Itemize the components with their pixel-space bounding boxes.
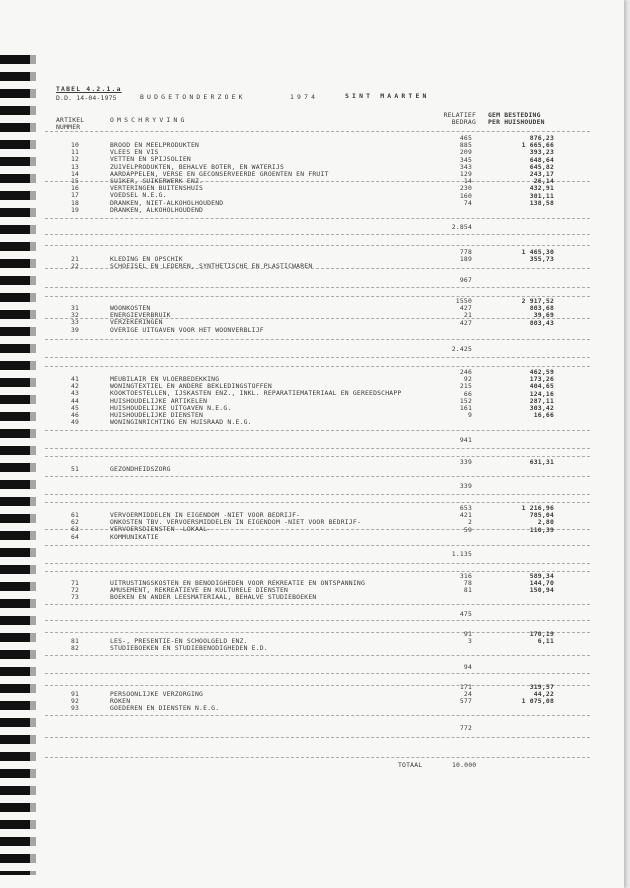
gem-besteding: 2,80	[537, 518, 554, 527]
omschrijving: HUISHOUDELIJKE UITGAVEN N.E.G.	[110, 403, 232, 412]
dashed-rule	[45, 339, 590, 340]
relatief-bedrag: 81	[463, 586, 472, 595]
group-subtotal: 967	[459, 276, 472, 284]
survey-title: BUDGETONDERZOEK	[140, 93, 246, 101]
artikel-nummer: 11	[70, 148, 80, 157]
gem-besteding: 462,59	[529, 368, 554, 376]
group-subtotal: 1.135	[451, 550, 472, 558]
relatief-bedrag: 66	[463, 389, 472, 398]
artikel-nummer: 45	[70, 403, 80, 412]
relatief-bedrag: 316	[459, 572, 472, 580]
artikel-nummer: 42	[70, 382, 80, 391]
artikel-nummer: 63	[70, 525, 80, 534]
group-subtotal: 94	[463, 663, 472, 671]
dashed-rule	[45, 737, 590, 738]
gem-besteding: 645,82	[529, 162, 554, 171]
artikel-nummer: 82	[70, 644, 80, 653]
gem-besteding: 144,70	[529, 579, 554, 588]
omschrijving: VERVOERSDIENSTEN -LOKAAL-	[110, 525, 212, 534]
artikel-nummer: 33	[70, 318, 80, 327]
artikel-nummer: 64	[70, 532, 80, 541]
omschrijving: SCHOEISEL EN LEDEREN, SYNTHETISCHE EN PLASTICWAREN	[110, 262, 313, 271]
omschrijving: VLEES EN VIS	[110, 148, 159, 157]
relatief-bedrag: 91	[463, 630, 472, 638]
omschrijving: ENERGIEVERBRUIK	[110, 311, 171, 320]
omschrijving: ZUIVELPRODUKTEN, BEHALVE BOTER, EN WATERIJS	[110, 162, 285, 171]
relatief-bedrag: 1550	[455, 297, 472, 305]
omschrijving: WONINGTEXTIEL EN ANDERE BEKLEDINGSTOFFEN	[110, 382, 272, 391]
col-gem-besteding: GEM BESTEDING	[488, 111, 541, 119]
artikel-nummer: 16	[70, 184, 80, 193]
artikel-nummer: 91	[70, 690, 80, 698]
relatief-bedrag: 161	[459, 404, 472, 412]
dashed-rule	[45, 502, 590, 503]
dashed-rule	[45, 545, 590, 546]
artikel-nummer: 81	[70, 637, 80, 645]
total-label: TOTAAL	[398, 761, 423, 769]
artikel-nummer: 32	[70, 311, 80, 320]
artikel-nummer: 22	[70, 262, 80, 271]
omschrijving: VOEDSEL N.E.G.	[110, 191, 167, 200]
relatief-bedrag: 129	[459, 170, 472, 178]
relatief-bedrag: 189	[459, 255, 472, 264]
omschrijving: WONINGINRICHTING EN HUISRAAD N.E.G.	[110, 418, 252, 427]
gem-besteding: 589,34	[529, 572, 554, 580]
gem-besteding: 138,58	[529, 198, 554, 207]
artikel-nummer: 43	[70, 389, 80, 398]
col-per-huishouden: PER HUISHOUDEN	[488, 118, 545, 126]
dashed-rule	[45, 448, 590, 449]
omschrijving: ROKEN	[110, 697, 131, 706]
relatief-bedrag: 246	[459, 368, 472, 376]
dashed-rule	[45, 366, 590, 367]
dashed-rule	[45, 655, 590, 656]
gem-besteding: 319,57	[529, 683, 554, 691]
col-relatief: RELATIEF	[443, 111, 476, 119]
omschrijving: LES-, PRESENTIE-EN SCHOOLGELD ENZ.	[110, 637, 248, 645]
dashed-rule	[45, 563, 590, 564]
omschrijving: AARDAPPELEN, VERSE EN GECONSERVEERDE GROENTEN EN FRUIT	[110, 169, 329, 178]
group-subtotal: 2.854	[451, 223, 472, 231]
relatief-bedrag: 78	[463, 579, 472, 588]
survey-year: 1974	[290, 93, 319, 101]
omschrijving: KOMMUNIKATIE	[110, 532, 159, 541]
gem-besteding: 393,23	[529, 148, 554, 157]
artikel-nummer: 73	[70, 593, 80, 602]
relatief-bedrag: 160	[459, 191, 472, 200]
omschrijving: KLEDING EN OPSCHIK	[110, 255, 183, 263]
gem-besteding: 1 075,08	[521, 697, 554, 706]
artikel-nummer: 71	[70, 579, 80, 587]
artikel-nummer: 12	[70, 155, 80, 164]
artikel-nummer: 92	[70, 697, 80, 706]
dashed-rule	[45, 620, 590, 621]
gem-besteding: 404,65	[529, 382, 554, 391]
artikel-nummer: 72	[70, 586, 80, 595]
gem-besteding: 803,68	[529, 304, 554, 313]
dashed-rule	[45, 632, 590, 633]
dashed-rule	[45, 476, 590, 477]
relatief-bedrag: 345	[459, 155, 472, 164]
artikel-nummer: 61	[70, 511, 80, 519]
table-label: TABEL 4.2.1.a	[56, 85, 122, 93]
col-artikel: ARTIKEL	[56, 116, 85, 124]
omschrijving: UITRUSTINGSKOSTEN EN BENODIGHEDEN VOOR REKREATIE EN ONTSPANNING	[110, 579, 365, 587]
dashed-rule	[45, 296, 590, 297]
dashed-rule	[45, 757, 590, 758]
gem-besteding: 173,26	[529, 375, 554, 384]
relatief-bedrag: 778	[459, 248, 472, 256]
omschrijving: DRANKEN, NIET-ALKOHOLHOUDEND	[110, 198, 224, 207]
relatief-bedrag: 577	[459, 697, 472, 706]
dashed-rule	[45, 218, 590, 219]
gem-besteding: 432,91	[529, 184, 554, 193]
dashed-rule	[45, 287, 590, 288]
relatief-bedrag: 24	[463, 690, 472, 699]
gem-besteding: 44,22	[533, 690, 554, 699]
omschrijving: GEZONDHEIDSZORG	[110, 465, 171, 473]
relatief-bedrag: 653	[459, 504, 472, 512]
relatief-bedrag: 152	[459, 396, 472, 405]
gem-besteding: 803,43	[529, 318, 554, 327]
dashed-rule	[45, 685, 590, 686]
gem-besteding: 243,17	[529, 170, 554, 178]
binding-holes-shadow	[30, 55, 36, 875]
omschrijving: ONKOSTEN TBV. VERVOERSMIDDELEN IN EIGENDOM -NIET VOOR BEDRIJF-	[110, 518, 361, 527]
report-date: D.D. 14-04-1975	[56, 94, 117, 102]
gem-besteding: 26,14	[533, 177, 554, 186]
dashed-rule	[45, 131, 590, 132]
artikel-nummer: 31	[70, 304, 80, 312]
artikel-nummer: 51	[70, 465, 80, 473]
group-subtotal: 339	[459, 482, 472, 490]
relatief-bedrag: 9	[467, 411, 472, 420]
relatief-bedrag: 74	[463, 198, 472, 207]
omschrijving: HUISHOUDELIJKE ARTIKELEN	[110, 396, 208, 405]
dashed-rule	[45, 673, 590, 674]
omschrijving: OVERIGE UITGAVEN VOOR HET WOONVERBLIJF	[110, 325, 264, 334]
dashed-rule	[45, 245, 590, 246]
artikel-nummer: 93	[70, 704, 80, 713]
gem-besteding: 785,04	[529, 511, 554, 520]
col-nummer: NUMMER	[56, 123, 81, 131]
relatief-bedrag: 14	[463, 177, 472, 186]
gem-besteding: 16,66	[533, 411, 554, 420]
gem-besteding: 39,69	[533, 311, 554, 320]
relatief-bedrag: 92	[463, 375, 472, 384]
omschrijving: BOEKEN EN ANDER LEESMATERIAAL, BEHALVE STUDIEBOEKEN	[110, 593, 317, 602]
artikel-nummer: 41	[70, 375, 80, 383]
omschrijving: GOEDEREN EN DIENSTEN N.E.G.	[110, 704, 220, 713]
dashed-rule	[45, 234, 590, 235]
artikel-nummer: 15	[70, 177, 80, 185]
omschrijving: MEUBILAIR EN VLOERBEDEKKING	[110, 375, 220, 383]
artikel-nummer: 39	[70, 325, 80, 334]
gem-besteding: 355,73	[529, 255, 554, 264]
dashed-rule	[45, 357, 590, 358]
relatief-bedrag: 421	[459, 511, 472, 520]
artikel-nummer: 13	[70, 162, 80, 171]
group-subtotal: 2.425	[451, 345, 472, 353]
gem-besteding: 648,64	[529, 155, 554, 164]
relatief-bedrag: 427	[459, 318, 472, 327]
omschrijving: AMUSEMENT, REKREATIEVE EN KULTURELE DIENSTEN	[110, 586, 289, 595]
relatief-bedrag: 3	[467, 637, 472, 646]
gem-besteding: 110,39	[529, 525, 554, 534]
artikel-nummer: 18	[70, 198, 80, 207]
omschrijving: HUISHOUDELIJKE DIENSTEN	[110, 411, 204, 419]
survey-location: SINT MAARTEN	[345, 92, 430, 100]
gem-besteding: 124,16	[529, 389, 554, 398]
relatief-bedrag: 59	[463, 525, 472, 534]
gem-besteding: 876,23	[529, 134, 554, 142]
gem-besteding: 170,19	[529, 630, 554, 638]
relatief-bedrag: 2	[467, 518, 472, 527]
group-subtotal: 772	[459, 724, 472, 732]
omschrijving: VERZEKERINGEN	[110, 318, 163, 327]
omschrijving: BROOD EN MEELPRODUKTEN	[110, 141, 200, 149]
gem-besteding: 1 465,30	[521, 248, 554, 256]
group-subtotal: 941	[459, 436, 472, 444]
artikel-nummer: 14	[70, 169, 80, 178]
total-value: 10.000	[452, 761, 477, 769]
gem-besteding: 6,11	[537, 637, 554, 646]
gem-besteding: 631,31	[529, 458, 554, 466]
relatief-bedrag: 885	[459, 141, 472, 150]
omschrijving: WOONKOSTEN	[110, 304, 151, 312]
gem-besteding: 150,94	[529, 586, 554, 595]
artikel-nummer: 49	[70, 418, 80, 427]
artikel-nummer: 19	[70, 205, 80, 214]
gem-besteding: 1 665,66	[521, 141, 554, 150]
omschrijving: PERSOONLIJKE VERZORGING	[110, 690, 204, 698]
relatief-bedrag: 21	[463, 311, 472, 320]
omschrijving: KOOKTOESTELLEN, IJSKASTEN ENZ., INKL. REPARATIEMATERIAAL EN GEREEDSCHAPP	[110, 389, 402, 398]
omschrijving: VERTERINGEN BUITENSHUIS	[110, 184, 204, 193]
group-subtotal: 475	[459, 610, 472, 618]
artikel-nummer: 62	[70, 518, 80, 527]
artikel-nummer: 21	[70, 255, 80, 263]
artikel-nummer: 46	[70, 411, 80, 419]
col-bedrag: BEDRAG	[451, 118, 476, 126]
omschrijving: STUDIEBOEKEN EN STUDIEBENODIGHEDEN E.D.	[110, 644, 268, 653]
gem-besteding: 2 917,52	[521, 297, 554, 305]
artikel-nummer: 44	[70, 396, 80, 405]
binding-holes	[0, 55, 30, 875]
gem-besteding: 287,11	[529, 396, 554, 405]
relatief-bedrag: 465	[459, 134, 472, 142]
artikel-nummer: 10	[70, 141, 80, 149]
relatief-bedrag: 339	[459, 458, 472, 466]
dashed-rule	[45, 456, 590, 457]
omschrijving: DRANKEN, ALKOHOLHOUDEND	[110, 205, 204, 214]
gem-besteding: 1 216,96	[521, 504, 554, 512]
relatief-bedrag: 230	[459, 184, 472, 193]
relatief-bedrag: 209	[459, 148, 472, 157]
relatief-bedrag: 215	[459, 382, 472, 391]
relatief-bedrag: 171	[459, 683, 472, 691]
gem-besteding: 301,11	[529, 191, 554, 200]
omschrijving: VETTEN EN SPIJSOLIEN	[110, 155, 191, 164]
dashed-rule	[45, 430, 590, 431]
dashed-rule	[45, 604, 590, 605]
dashed-rule	[45, 494, 590, 495]
gem-besteding: 303,42	[529, 404, 554, 412]
dashed-rule	[45, 715, 590, 716]
omschrijving: VERVOERMIDDELEN IN EIGENDOM -NIET VOOR BEDRIJF-	[110, 511, 301, 519]
artikel-nummer: 17	[70, 191, 80, 200]
dashed-rule	[45, 571, 590, 572]
relatief-bedrag: 427	[459, 304, 472, 313]
omschrijving: SUIKER, SUIKERWERK ENZ.	[110, 177, 204, 185]
relatief-bedrag: 343	[459, 162, 472, 171]
col-omschrijving: OMSCHRYVING	[110, 116, 188, 124]
